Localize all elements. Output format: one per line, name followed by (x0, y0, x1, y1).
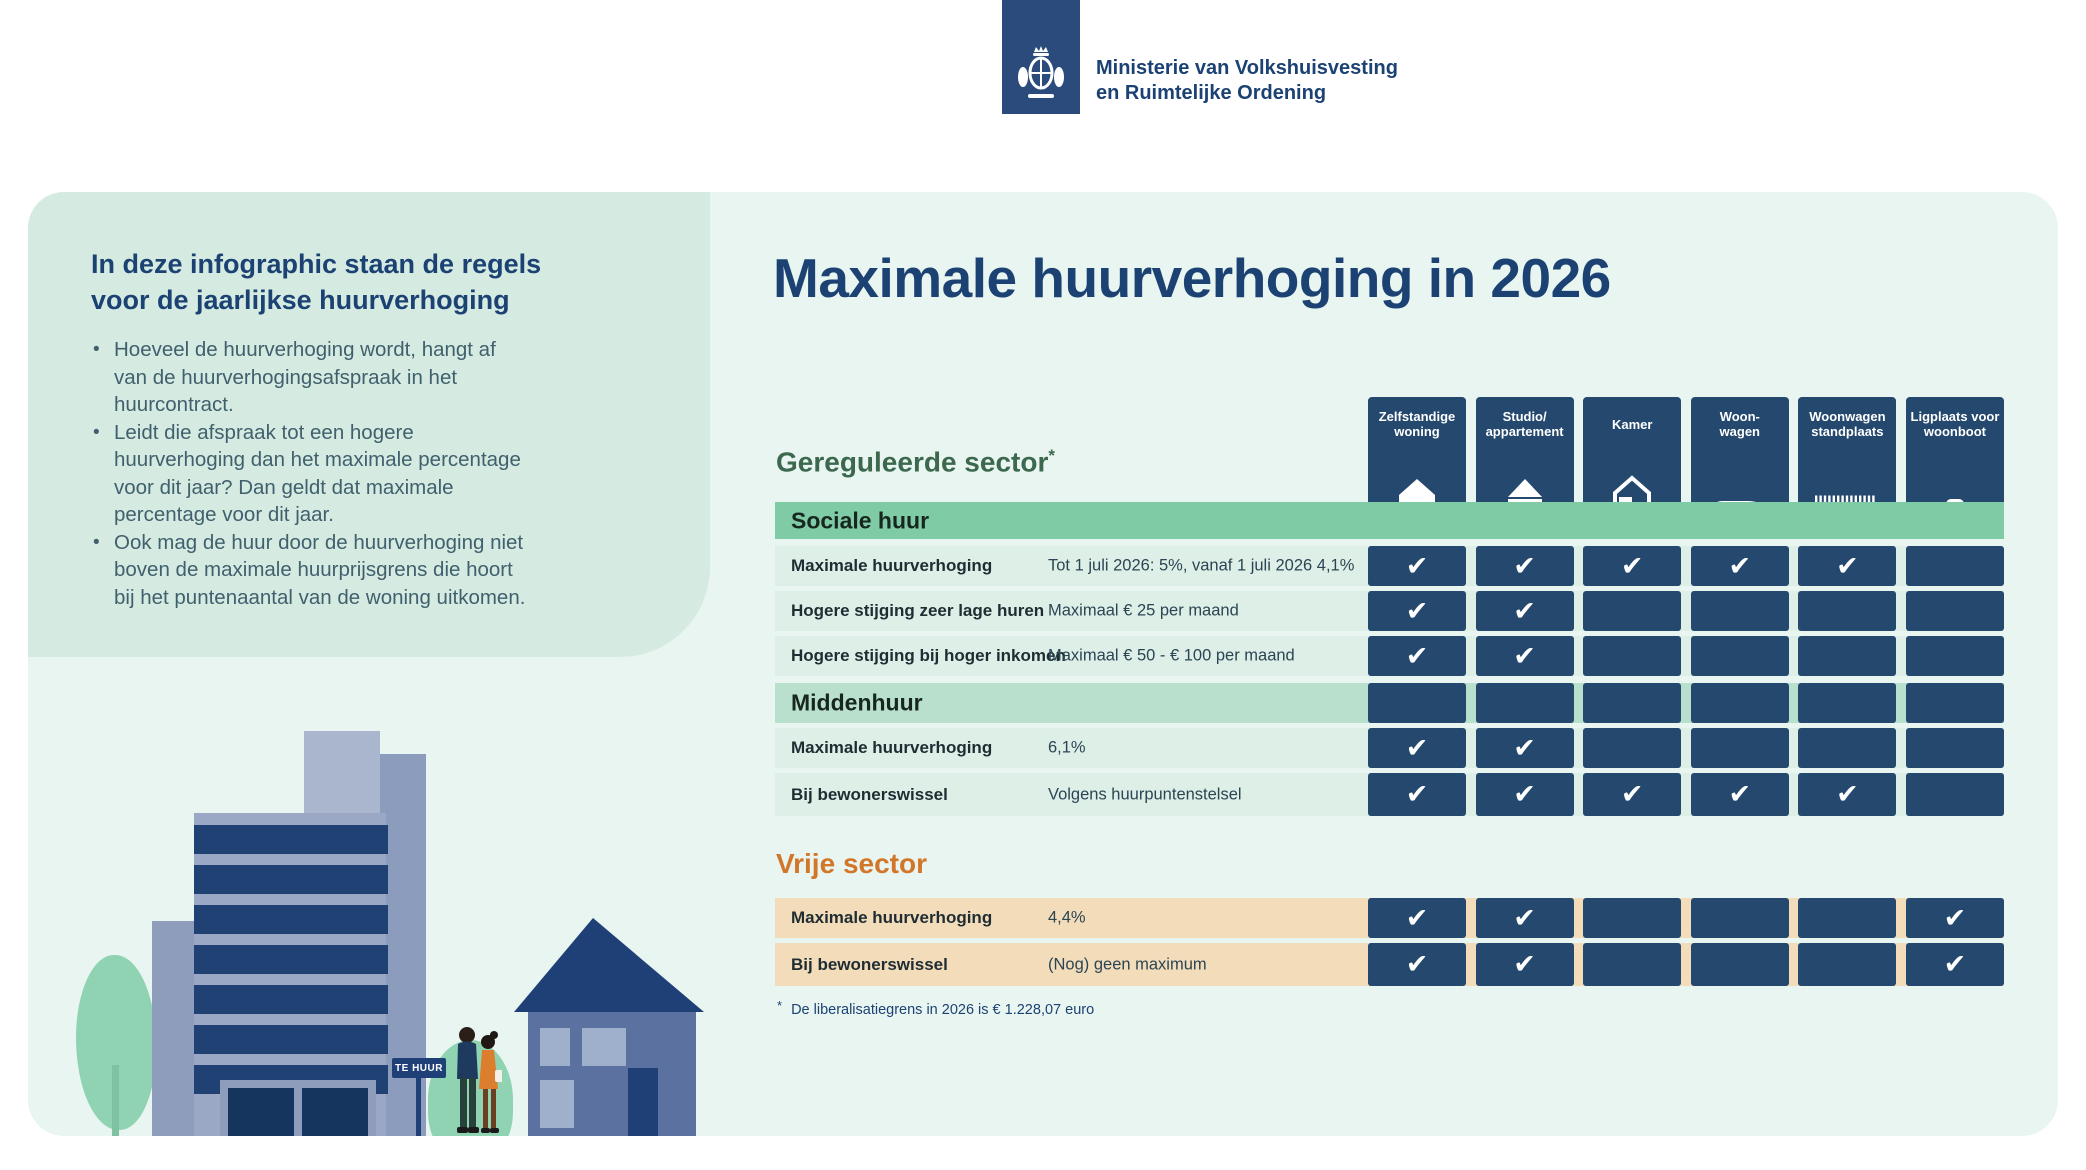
empty-cell (1906, 591, 2004, 631)
footnote-marker: * (1048, 446, 1055, 465)
check-icon: ✔ (1513, 550, 1536, 582)
table-row (775, 898, 2004, 938)
empty-cell (1691, 591, 1789, 631)
check-icon: ✔ (1836, 550, 1859, 582)
row-value: Volgens huurpuntenstelsel (1048, 785, 1242, 803)
row-label: Hogere stijging zeer lage huren (791, 601, 1045, 620)
window-band (194, 1025, 388, 1054)
row-cells (1368, 591, 2004, 631)
window-band (194, 905, 388, 934)
column-header-label (1809, 407, 1885, 441)
check-cell (1476, 943, 1574, 986)
column-header-line: woonboot (1923, 424, 1986, 439)
house-window (582, 1028, 626, 1066)
check-cell (1691, 773, 1789, 816)
section-heading-text: Gereguleerde sector (776, 446, 1049, 478)
row-cells (1368, 546, 2004, 586)
house-window (540, 1028, 570, 1066)
row-value: Tot 1 juli 2026: 5%, vanaf 1 juli 2026 4,1% (1048, 556, 1355, 575)
row-label: Bij bewonerswissel (791, 954, 948, 974)
sign-post (416, 1078, 421, 1136)
row-cells (1368, 773, 2004, 816)
window-band (194, 945, 388, 974)
check-icon: ✔ (1405, 779, 1429, 810)
apartment-building-left-wing (152, 921, 194, 1136)
check-cell (1798, 773, 1896, 816)
row-cells (1368, 898, 2004, 938)
check-icon: ✔ (1405, 949, 1429, 980)
section-heading-gereguleerde-sector (776, 446, 1055, 478)
empty-cell (1583, 728, 1681, 768)
check-icon: ✔ (1513, 779, 1536, 810)
footnote (777, 998, 1094, 1018)
row-value: (Nog) geen maximum (1048, 955, 1207, 973)
empty-cell (1691, 683, 1789, 723)
check-cell (1691, 546, 1789, 586)
check-cell (1476, 636, 1574, 676)
check-icon: ✔ (1728, 779, 1752, 810)
check-icon: ✔ (1405, 640, 1429, 672)
storefront-door (228, 1088, 294, 1136)
row-label: Hogere stijging bij hoger inkomen (791, 646, 1066, 665)
check-cell (1583, 546, 1681, 586)
row-cells (1368, 728, 2004, 768)
column-header-line: Kamer (1611, 416, 1653, 432)
check-icon: ✔ (1513, 732, 1536, 764)
row-label: Bij bewonerswissel (791, 784, 948, 804)
column-header-line: appartement (1485, 424, 1564, 439)
empty-cell (1798, 591, 1896, 631)
check-cell (1368, 773, 1466, 816)
row-label: Maximale huurverhoging (791, 908, 993, 927)
check-cell (1368, 636, 1466, 676)
column-header-label (1486, 407, 1564, 441)
check-cell (1476, 546, 1574, 586)
empty-cell (1906, 683, 2004, 723)
check-icon: ✔ (1513, 640, 1536, 672)
row-value: Maximaal € 25 per maand (1048, 601, 1239, 620)
row-cells (1368, 636, 2004, 676)
sidebar-bullet: • Leidt die afspraak tot een hogere huurverhoging dan het maximale percentage voor dit jaar? Dan geldt dat maximale percentage voor dit jaar. (88, 419, 533, 529)
check-icon: ✔ (1620, 550, 1644, 582)
check-cell (1906, 898, 2004, 938)
column-header-label (1612, 407, 1652, 441)
check-icon: ✔ (1943, 902, 1967, 934)
ministry-name-line1: Ministerie van Volkshuisvesting (1096, 57, 1398, 79)
empty-cell (1583, 636, 1681, 676)
table-row (775, 728, 2004, 768)
column-header-label (1379, 407, 1456, 441)
table-row (775, 773, 2004, 816)
check-icon: ✔ (1513, 902, 1536, 934)
storefront-door (302, 1088, 368, 1136)
house-window (540, 1080, 574, 1128)
check-cell (1368, 546, 1466, 586)
window-band (194, 985, 388, 1014)
check-cell (1368, 943, 1466, 986)
empty-cell (1691, 728, 1789, 768)
sidebar-heading: In deze infographic staan de regels voor de jaarlijkse huurverhoging (91, 249, 542, 315)
empty-cell (1583, 943, 1681, 986)
check-icon: ✔ (1728, 550, 1752, 582)
ministry-name-line2: en Ruimtelijke Ordening (1096, 82, 1327, 104)
window-band (194, 865, 388, 894)
check-cell (1906, 943, 2004, 986)
table-row (775, 546, 2004, 586)
empty-cell (1583, 683, 1681, 723)
column-header-label (1911, 407, 2000, 441)
row-cells (1368, 683, 2004, 723)
row-label: Maximale huurverhoging (791, 556, 993, 575)
empty-cell (1906, 773, 2004, 816)
tree-trunk (112, 1065, 119, 1136)
empty-cell (1906, 636, 2004, 676)
column-header-line: standplaats (1811, 424, 1884, 439)
band-sociale-huur (775, 502, 2004, 539)
house-roof (514, 918, 704, 1017)
check-cell (1368, 591, 1466, 631)
column-header-line: woning (1394, 424, 1440, 439)
section-heading-text: Vrije sector (776, 848, 927, 879)
empty-cell (1691, 636, 1789, 676)
column-header-line: wagen (1719, 424, 1761, 439)
empty-cell (1583, 898, 1681, 938)
empty-cell (1906, 546, 2004, 586)
check-icon: ✔ (1513, 595, 1536, 627)
empty-cell (1583, 591, 1681, 631)
empty-cell (1798, 943, 1896, 986)
row-value: 4,4% (1048, 908, 1086, 927)
rijksoverheid-logo (1002, 0, 1080, 114)
band-label: Middenhuur (791, 689, 923, 716)
footnote-text: De liberalisatiegrens in 2026 is € 1.228,07 euro (791, 1002, 1095, 1018)
empty-cell (1691, 898, 1789, 938)
column-header-line: Woonwagen (1809, 409, 1886, 424)
table-row (775, 591, 2004, 631)
column-header-label (1720, 407, 1760, 441)
row-value: Maximaal € 50 - € 100 per maand (1048, 646, 1295, 665)
check-cell (1368, 728, 1466, 768)
house-door (628, 1068, 658, 1136)
te-huur-sign: TE HUUR (392, 1058, 446, 1078)
check-icon: ✔ (1943, 949, 1967, 980)
empty-cell (1798, 636, 1896, 676)
check-cell (1368, 898, 1466, 938)
coat-of-arms-icon (1015, 45, 1067, 108)
check-icon: ✔ (1405, 550, 1429, 582)
check-cell (1476, 728, 1574, 768)
check-cell (1476, 591, 1574, 631)
ministry-name (1096, 56, 1398, 106)
check-cell (1583, 773, 1681, 816)
column-header-line: Studio/ (1502, 409, 1547, 424)
column-header-line: Ligplaats voor (1910, 409, 2000, 424)
page-title: Maximale huurverhoging in 2026 (773, 247, 1611, 309)
row-value: 6,1% (1048, 738, 1086, 757)
check-icon: ✔ (1620, 779, 1644, 810)
row-cells (1368, 943, 2004, 986)
sidebar-bullet: • Hoeveel de huurverhoging wordt, hangt af van de huurverhogingsafspraak in het huurcontract. (88, 336, 533, 419)
empty-cell (1906, 728, 2004, 768)
check-icon: ✔ (1405, 732, 1429, 764)
empty-cell (1798, 898, 1896, 938)
check-icon: ✔ (1405, 902, 1429, 934)
table-row (775, 943, 2004, 986)
check-icon: ✔ (1836, 779, 1859, 810)
table-row (775, 636, 2004, 676)
empty-cell (1798, 728, 1896, 768)
row-label: Maximale huurverhoging (791, 738, 993, 757)
empty-cell (1798, 683, 1896, 723)
city-illustration (28, 192, 728, 1136)
section-heading-vrije-sector (776, 848, 927, 880)
empty-cell (1476, 683, 1574, 723)
check-icon: ✔ (1405, 595, 1429, 627)
couple-illustration (452, 1026, 502, 1136)
check-cell (1476, 898, 1574, 938)
empty-cell (1368, 683, 1466, 723)
check-cell (1476, 773, 1574, 816)
empty-cell (1691, 943, 1789, 986)
column-header-line: Woon- (1719, 409, 1760, 424)
band-middenhuur (775, 683, 2004, 723)
column-header-line: Zelfstandige (1378, 409, 1456, 424)
check-icon: ✔ (1513, 949, 1536, 980)
sidebar-bullet: • Ook mag de huur door de huurverhoging niet boven de maximale huurprijsgrens die hoort bij het puntenaantal van de woning uitkomen. (88, 529, 533, 612)
band-label: Sociale huur (791, 507, 930, 533)
footnote-marker: * (777, 998, 783, 1013)
window-band (194, 825, 388, 854)
check-cell (1798, 546, 1896, 586)
